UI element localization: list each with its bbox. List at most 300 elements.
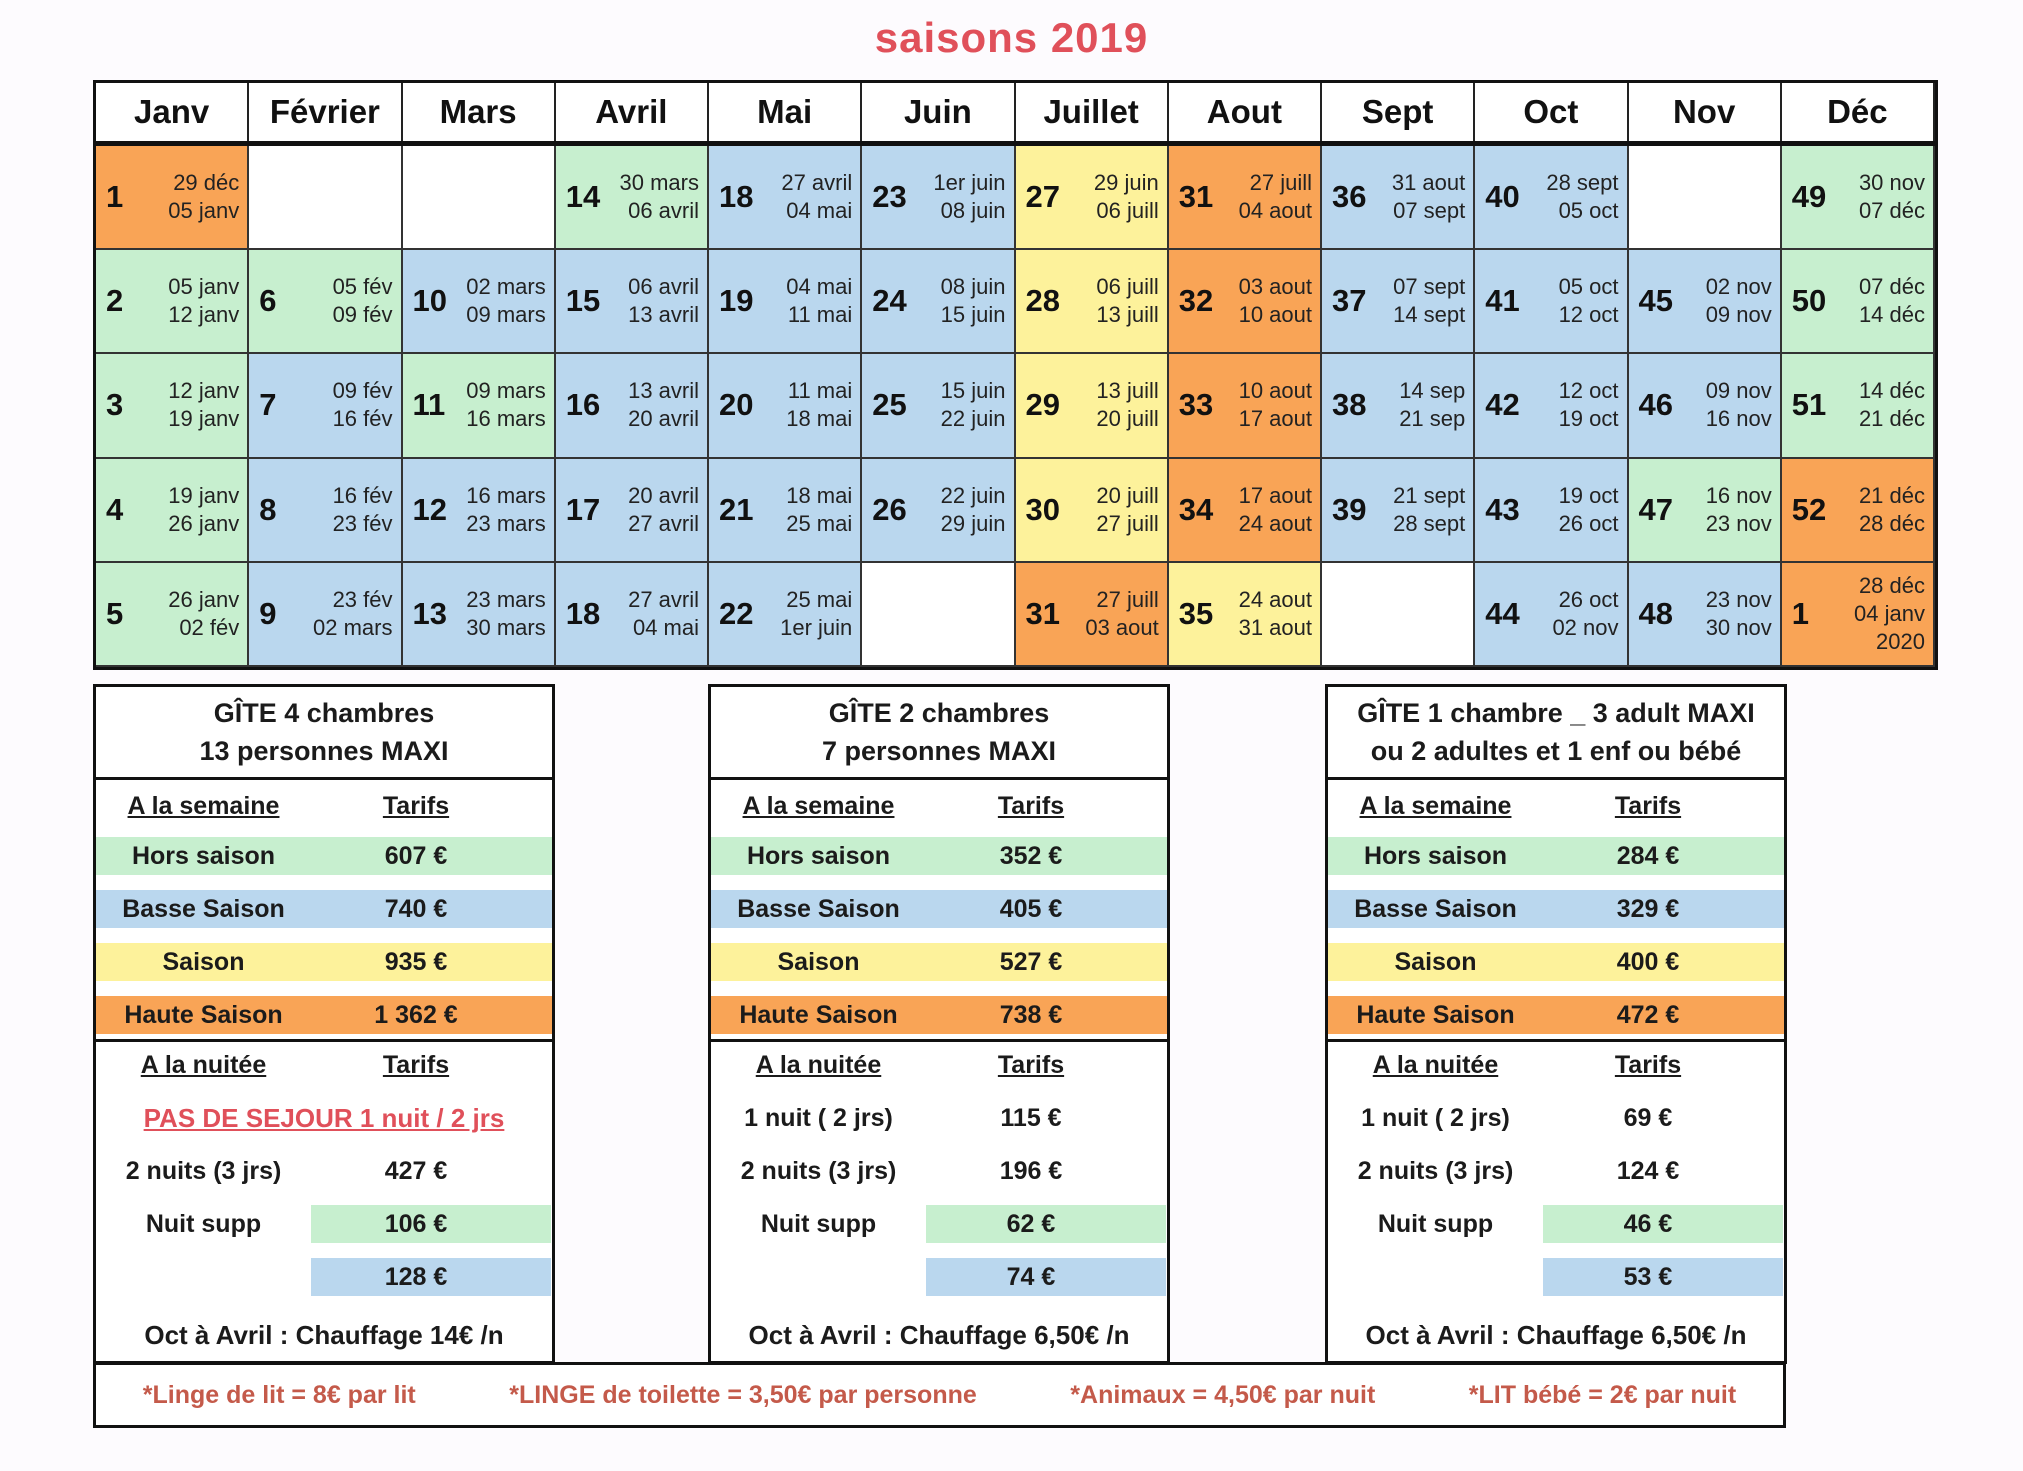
- nuit-supp-row-label: Nuit supp: [1377, 1210, 1494, 1238]
- week-dates: [1096, 354, 1158, 456]
- haute-saison-row-label: Haute Saison: [739, 1001, 898, 1029]
- week-start-date: 24 aout: [1238, 586, 1312, 612]
- week-dates: [1854, 563, 1925, 665]
- week-dates: [466, 563, 545, 665]
- week-cell: [249, 146, 402, 250]
- week-end-date: 1er juin: [780, 614, 853, 640]
- week-end-date: 23 fév: [332, 510, 393, 536]
- week-dates: [1239, 459, 1312, 561]
- week-dates: [1094, 146, 1159, 248]
- week-dates: [466, 250, 545, 352]
- one-night-row-value: 115 €: [1000, 1104, 1062, 1132]
- week-end-date: 21 déc: [1858, 406, 1925, 432]
- two-nights-row-value: 427 €: [384, 1157, 448, 1185]
- week-header-row-value: Tarifs: [1614, 792, 1682, 820]
- nuit-supp-row: [711, 1205, 1167, 1243]
- week-cell: [1322, 354, 1475, 458]
- week-number: 20: [719, 387, 754, 423]
- week-cell: [249, 459, 402, 563]
- week-cell: [1782, 459, 1935, 563]
- week-number: 43: [1485, 491, 1520, 527]
- week-number: 18: [565, 595, 601, 631]
- nuit-supp-row-label: Nuit supp: [145, 1210, 262, 1238]
- week-cell: [1169, 146, 1322, 250]
- week-start-date: 03 aout: [1238, 274, 1312, 300]
- week-cell: [1475, 459, 1628, 563]
- week-start-date: 02 nov: [1705, 274, 1772, 300]
- week-end-date: 27 avril: [628, 510, 699, 536]
- week-end-date: 02 nov: [1552, 614, 1619, 640]
- week-start-date: 23 nov: [1705, 586, 1772, 612]
- week-cell: [1016, 563, 1169, 667]
- week-dates: [168, 563, 239, 665]
- week-number: 2: [106, 283, 124, 319]
- no-stay-notice: PAS DE SEJOUR 1 nuit / 2 jrs: [143, 1103, 505, 1133]
- week-end-date: 28 sept: [1393, 510, 1466, 536]
- week-number: 33: [1178, 387, 1214, 423]
- week-end-date: 06 juill: [1096, 198, 1159, 224]
- week-start-date: 07 sept: [1393, 274, 1466, 300]
- haute-saison-row: [711, 996, 1167, 1034]
- nuit-supp-row: [96, 1205, 552, 1243]
- week-dates: [1552, 563, 1618, 665]
- week-dates: [786, 250, 852, 352]
- week-dates: [1559, 250, 1619, 352]
- week-end-date: 19 oct: [1558, 406, 1619, 432]
- week-header-row: [1328, 787, 1784, 825]
- nuit-supp-blue-value: 74 €: [1006, 1263, 1056, 1291]
- week-number: 50: [1791, 283, 1827, 319]
- week-number: 19: [719, 283, 754, 319]
- week-header-row-label: A la semaine: [127, 792, 280, 820]
- gite-price-panel: [708, 684, 1170, 1364]
- week-cell: [1475, 146, 1628, 250]
- nuit-supp-blue-row: [711, 1258, 1167, 1296]
- nuit-supp-blue-value: 53 €: [1623, 1263, 1673, 1291]
- week-end-date: 07 déc: [1858, 198, 1925, 224]
- week-cell: [862, 563, 1015, 667]
- gite-price-panel: [93, 684, 555, 1364]
- week-start-date: 20 juill: [1096, 482, 1159, 508]
- week-cell: [1322, 563, 1475, 667]
- week-number: 32: [1178, 283, 1214, 319]
- week-number: 29: [1025, 387, 1060, 423]
- night-header-row-value: Tarifs: [382, 1051, 450, 1079]
- week-number: 41: [1485, 283, 1520, 319]
- week-start-date: 05 oct: [1558, 274, 1619, 300]
- week-end-date: 22 juin: [940, 406, 1006, 432]
- saison-row: [96, 943, 552, 981]
- gite-capacity: 13 personnes MAXI: [199, 736, 449, 766]
- gite-price-panel: [1325, 684, 1787, 1364]
- week-start-date: 25 mai: [786, 586, 853, 612]
- week-number: 5: [106, 595, 124, 631]
- week-number: 1: [1791, 595, 1809, 631]
- week-number: 22: [719, 595, 754, 631]
- week-dates: [933, 146, 1005, 248]
- week-cell: [709, 354, 862, 458]
- hors-saison-row: [711, 837, 1167, 875]
- section-divider: [711, 1039, 1167, 1042]
- heating-note: Oct à Avril : Chauffage 14€ /n: [144, 1320, 504, 1350]
- basse-saison-row-value: 329 €: [1616, 895, 1680, 923]
- month-header: Juillet: [1016, 83, 1169, 141]
- week-dates: [466, 459, 545, 561]
- night-header-row-label: A la nuitée: [755, 1051, 882, 1079]
- week-header-row-label: A la semaine: [742, 792, 895, 820]
- week-cell: [1016, 459, 1169, 563]
- week-cell: [1322, 146, 1475, 250]
- week-start-date: 05 fév: [332, 274, 393, 300]
- week-header-row-label: A la semaine: [1359, 792, 1512, 820]
- week-start-date: 21 déc: [1858, 482, 1925, 508]
- week-number: 49: [1791, 179, 1827, 215]
- week-cell: [862, 250, 1015, 354]
- gite-capacity: ou 2 adultes et 1 enf ou bébé: [1370, 736, 1742, 766]
- season-calendar: [93, 80, 1938, 670]
- week-dates: [1239, 354, 1312, 456]
- two-nights-row-label: 2 nuits (3 jrs): [740, 1157, 897, 1185]
- night-header-row-label: A la nuitée: [1372, 1051, 1499, 1079]
- week-cell: [1629, 250, 1782, 354]
- hors-saison-row-label: Hors saison: [131, 842, 276, 870]
- week-dates: [333, 459, 393, 561]
- week-number: 13: [412, 595, 447, 631]
- week-end-date: 05 janv: [168, 198, 240, 224]
- week-dates: [1706, 459, 1772, 561]
- night-header-row: [1328, 1046, 1784, 1084]
- basse-saison-row-label: Basse Saison: [737, 895, 900, 923]
- saison-row-label: Saison: [777, 948, 860, 976]
- week-header-row: [96, 787, 552, 825]
- week-number: 34: [1178, 491, 1214, 527]
- week-cell: [1322, 459, 1475, 563]
- week-dates: [786, 354, 852, 456]
- week-cell: [249, 354, 402, 458]
- week-cell: [1629, 459, 1782, 563]
- week-number: 52: [1791, 491, 1827, 527]
- week-end-date: 18 mai: [786, 406, 853, 432]
- week-number: 15: [565, 283, 601, 319]
- week-number: 44: [1485, 595, 1520, 631]
- week-start-date: 09 fév: [332, 378, 393, 404]
- basse-saison-row-label: Basse Saison: [1354, 895, 1517, 923]
- week-number: 21: [719, 491, 754, 527]
- week-number: 51: [1791, 387, 1827, 423]
- week-start-date: 30 nov: [1858, 170, 1925, 196]
- week-start-date: 07 déc: [1858, 274, 1925, 300]
- basse-saison-row: [711, 890, 1167, 928]
- week-number: 46: [1638, 387, 1673, 423]
- gite-name: GÎTE 4 chambres: [213, 698, 435, 728]
- week-end-date: 14 sept: [1393, 302, 1466, 328]
- gite-title: [711, 687, 1167, 780]
- week-end-date: 10 aout: [1238, 302, 1312, 328]
- one-night-row-value: 69 €: [1623, 1104, 1673, 1132]
- week-number: 26: [872, 491, 907, 527]
- week-cell: [1629, 354, 1782, 458]
- night-header-row-value: Tarifs: [997, 1051, 1065, 1079]
- week-number: 4: [106, 491, 124, 527]
- week-number: 25: [872, 387, 907, 423]
- two-nights-row: [1328, 1152, 1784, 1190]
- week-dates: [168, 354, 239, 456]
- one-night-row-label: 1 nuit ( 2 jrs): [1361, 1104, 1510, 1132]
- week-start-date: 14 déc: [1858, 378, 1925, 404]
- week-dates: [1859, 354, 1925, 456]
- basse-saison-row: [1328, 890, 1784, 928]
- week-cell: [1322, 250, 1475, 354]
- week-cell: [1629, 563, 1782, 667]
- haute-saison-row-value: 738 €: [999, 1001, 1063, 1029]
- haute-saison-row: [96, 996, 552, 1034]
- one-night-row: [711, 1099, 1167, 1137]
- week-dates: [1706, 354, 1772, 456]
- week-start-date: 21 sept: [1393, 482, 1466, 508]
- week-start-date: 26 oct: [1558, 586, 1619, 612]
- week-cell: [556, 250, 709, 354]
- week-number: 30: [1025, 491, 1060, 527]
- footer-animaux: *Animaux = 4,50€ par nuit: [1070, 1380, 1376, 1409]
- week-cell: [556, 563, 709, 667]
- week-start-date: 14 sep: [1399, 378, 1466, 404]
- week-cell: [96, 354, 249, 458]
- week-number: 16: [565, 387, 601, 423]
- week-number: 36: [1332, 179, 1367, 215]
- week-end-date: 25 mai: [786, 510, 853, 536]
- week-number: 42: [1485, 387, 1520, 423]
- month-header: Sept: [1322, 83, 1475, 141]
- week-end-date: 07 sept: [1393, 198, 1466, 224]
- week-cell: [556, 459, 709, 563]
- week-end-date: 13 juill: [1096, 302, 1159, 328]
- week-dates: [1859, 250, 1925, 352]
- week-end-date: 21 sep: [1399, 406, 1466, 432]
- week-number: 28: [1025, 283, 1060, 319]
- week-number: 31: [1025, 595, 1060, 631]
- nuit-supp-row-label: Nuit supp: [760, 1210, 877, 1238]
- week-start-date: 22 juin: [940, 482, 1006, 508]
- week-year: 2020: [1876, 628, 1925, 654]
- footer-linge-lit: *Linge de lit = 8€ par lit: [142, 1380, 416, 1409]
- section-divider: [96, 1039, 552, 1042]
- week-start-date: 09 mars: [466, 378, 546, 404]
- week-number: 38: [1332, 387, 1367, 423]
- week-cell: [1629, 146, 1782, 250]
- hors-saison-row: [1328, 837, 1784, 875]
- footer-linge-toilette: *LINGE de toilette = 3,50€ par personne: [509, 1380, 977, 1409]
- week-number: 39: [1332, 491, 1367, 527]
- week-end-date: 16 nov: [1705, 406, 1772, 432]
- basse-saison-row-value: 405 €: [999, 895, 1063, 923]
- week-end-date: 04 aout: [1238, 198, 1312, 224]
- week-dates: [313, 563, 392, 665]
- week-cell: [249, 250, 402, 354]
- week-number: 3: [106, 387, 124, 423]
- week-dates: [780, 563, 852, 665]
- week-end-date: 29 juin: [940, 510, 1006, 536]
- week-start-date: 28 sept: [1546, 170, 1619, 196]
- week-end-date: 11 mai: [787, 302, 853, 328]
- week-dates: [1393, 459, 1465, 561]
- week-cell: [1169, 563, 1322, 667]
- saison-row-label: Saison: [162, 948, 245, 976]
- week-start-date: 27 juill: [1096, 586, 1159, 612]
- week-cell: [403, 250, 556, 354]
- week-start-date: 29 juin: [1093, 170, 1159, 196]
- week-start-date: 29 déc: [173, 170, 240, 196]
- week-start-date: 27 avril: [781, 170, 853, 196]
- week-cell: [1782, 354, 1935, 458]
- week-end-date: 04 mai: [632, 614, 699, 640]
- page-title: saisons 2019: [874, 14, 1149, 61]
- night-header-row-label: A la nuitée: [140, 1051, 267, 1079]
- haute-saison-row: [1328, 996, 1784, 1034]
- two-nights-row-label: 2 nuits (3 jrs): [1357, 1157, 1514, 1185]
- week-cell: [1475, 563, 1628, 667]
- week-end-date: 06 avril: [628, 198, 699, 224]
- week-end-date: 27 juill: [1096, 510, 1159, 536]
- week-cell: [1475, 250, 1628, 354]
- week-start-date: 10 aout: [1238, 378, 1312, 404]
- week-cell: [862, 146, 1015, 250]
- gite-title: [96, 687, 552, 780]
- two-nights-row: [711, 1152, 1167, 1190]
- week-start-date: 23 fév: [332, 586, 393, 612]
- haute-saison-row-label: Haute Saison: [1356, 1001, 1515, 1029]
- week-dates: [1706, 563, 1772, 665]
- week-number: 12: [412, 491, 447, 527]
- week-cell: [249, 563, 402, 667]
- haute-saison-row-label: Haute Saison: [124, 1001, 283, 1029]
- week-number: 7: [259, 387, 277, 423]
- week-start-date: 16 fév: [332, 482, 393, 508]
- basse-saison-row: [96, 890, 552, 928]
- two-nights-row-value: 124 €: [1616, 1157, 1680, 1185]
- week-dates: [1096, 459, 1158, 561]
- nuit-supp-row: [1328, 1205, 1784, 1243]
- month-header: Juin: [862, 83, 1015, 141]
- week-end-date: 23 mars: [466, 510, 546, 536]
- week-dates: [1706, 250, 1772, 352]
- week-end-date: 28 déc: [1858, 510, 1925, 536]
- week-dates: [466, 354, 545, 456]
- week-cell: [96, 563, 249, 667]
- week-dates: [1085, 563, 1158, 665]
- week-start-date: 27 juill: [1249, 170, 1312, 196]
- footer-lit-bebe: *LIT bébé = 2€ par nuit: [1468, 1380, 1737, 1409]
- week-cell: [403, 354, 556, 458]
- week-end-date: 20 juill: [1096, 406, 1159, 432]
- week-end-date: 20 avril: [628, 406, 699, 432]
- week-end-date: 31 aout: [1238, 614, 1312, 640]
- one-night-row-label: 1 nuit ( 2 jrs): [744, 1104, 893, 1132]
- week-cell: [403, 146, 556, 250]
- week-number: 35: [1178, 595, 1214, 631]
- heating-note: Oct à Avril : Chauffage 6,50€ /n: [748, 1320, 1130, 1350]
- nuit-supp-blue-row: [1328, 1258, 1784, 1296]
- week-number: 18: [719, 179, 754, 215]
- week-number: 37: [1332, 283, 1367, 319]
- week-start-date: 06 avril: [628, 274, 699, 300]
- week-cell: [96, 146, 249, 250]
- week-end-date: 09 mars: [466, 302, 546, 328]
- week-cell: [1169, 459, 1322, 563]
- week-number: 17: [565, 491, 601, 527]
- week-dates: [1392, 146, 1465, 248]
- week-start-date: 15 juin: [940, 378, 1006, 404]
- week-dates: [1399, 354, 1465, 456]
- week-start-date: 28 déc: [1858, 572, 1925, 598]
- week-start-date: 08 juin: [940, 274, 1006, 300]
- footer-extras: [93, 1362, 1786, 1428]
- month-header: Nov: [1629, 83, 1782, 141]
- week-number: 23: [872, 179, 907, 215]
- week-start-date: 27 avril: [628, 586, 699, 612]
- nuit-supp-blue-row: [96, 1258, 552, 1296]
- week-number: 1: [106, 179, 124, 215]
- week-start-date: 16 nov: [1705, 482, 1772, 508]
- month-header: Janv: [96, 83, 249, 141]
- week-cell: [403, 563, 556, 667]
- week-dates: [168, 250, 239, 352]
- week-dates: [786, 459, 852, 561]
- week-dates: [1859, 459, 1925, 561]
- nuit-supp-row-value: 46 €: [1623, 1210, 1673, 1238]
- week-number: 11: [412, 387, 446, 423]
- nuit-supp-blue-value: 128 €: [384, 1263, 448, 1291]
- haute-saison-row-value: 1 362 €: [374, 1001, 458, 1029]
- month-header: Février: [249, 83, 402, 141]
- week-end-date: 24 aout: [1238, 510, 1312, 536]
- two-nights-row-value: 196 €: [999, 1157, 1063, 1185]
- week-dates: [168, 459, 239, 561]
- week-end-date: 09 fév: [332, 302, 393, 328]
- week-number: 10: [412, 283, 447, 319]
- saison-row-value: 935 €: [384, 948, 448, 976]
- week-end-date: 05 oct: [1558, 198, 1619, 224]
- week-end-date: 30 nov: [1705, 614, 1772, 640]
- week-start-date: 06 juill: [1096, 274, 1159, 300]
- heating-note: Oct à Avril : Chauffage 6,50€ /n: [1365, 1320, 1747, 1350]
- month-header: Déc: [1782, 83, 1935, 141]
- week-number: 24: [872, 283, 907, 319]
- week-cell: [1016, 146, 1169, 250]
- week-end-date: 12 janv: [168, 302, 240, 328]
- week-start-date: 23 mars: [466, 586, 546, 612]
- week-cell: [1169, 250, 1322, 354]
- week-start-date: 16 mars: [466, 482, 546, 508]
- week-dates: [620, 146, 699, 248]
- hors-saison-row-label: Hors saison: [1363, 842, 1508, 870]
- week-cell: [1782, 563, 1935, 667]
- week-number: 27: [1025, 179, 1060, 215]
- week-start-date: 31 aout: [1391, 170, 1466, 196]
- month-header: Oct: [1475, 83, 1628, 141]
- nuit-supp-row-value: 106 €: [384, 1210, 448, 1238]
- week-end-date: 17 aout: [1238, 406, 1312, 432]
- week-header-row: [711, 787, 1167, 825]
- basse-saison-row-label: Basse Saison: [122, 895, 285, 923]
- month-header: Mai: [709, 83, 862, 141]
- week-start-date: 12 janv: [168, 378, 240, 404]
- week-dates: [1859, 146, 1925, 248]
- hors-saison-row-value: 352 €: [999, 842, 1063, 870]
- week-start-date: 04 mai: [786, 274, 853, 300]
- week-end-date: 16 mars: [466, 406, 546, 432]
- week-cell: [556, 146, 709, 250]
- week-number: 45: [1638, 283, 1673, 319]
